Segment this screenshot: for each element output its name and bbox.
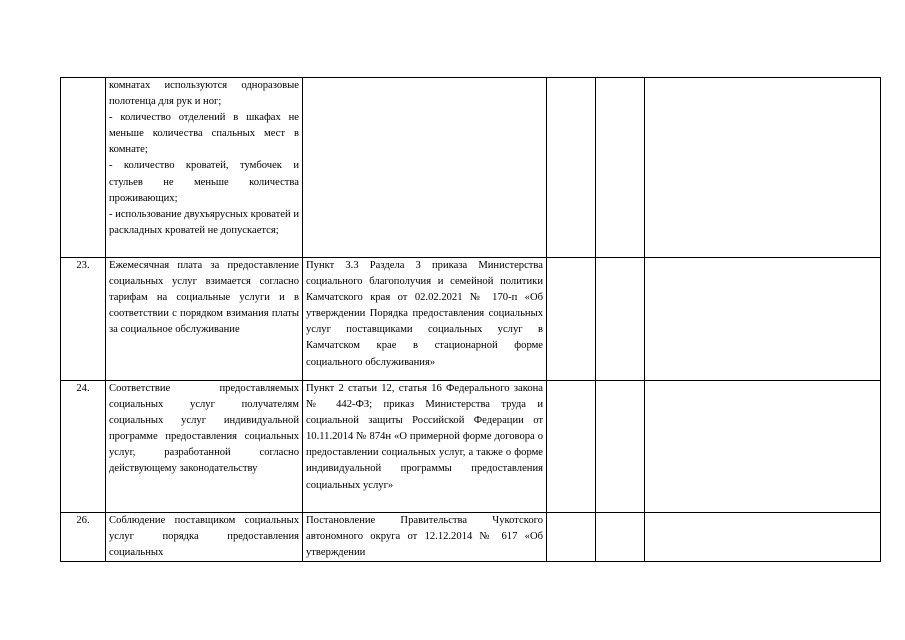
- answer-cell: [547, 78, 596, 258]
- inspection-checklist-table: [60, 77, 881, 562]
- table-row: [61, 381, 881, 513]
- row-number-cell: 23.: [61, 258, 106, 381]
- legal-basis-cell: Пункт 2 статьи 12, статья 16 Федерального закона № 442-ФЗ; приказ Министерства труда и социальной защиты Российской Федерации от 10.11.2014 № 874н «О примерной форме договора о предоставлении социальных услуг, а также о форме индивидуальной программы предоставления социальных услуг»: [303, 381, 547, 513]
- requirement-line: - количество отделений в шкафах не меньше количества спальных мест в комнате;: [109, 112, 299, 156]
- answer-cell: [596, 513, 645, 562]
- answer-cell: [596, 381, 645, 513]
- note-cell: [645, 78, 881, 258]
- requirement-cell: [106, 78, 303, 258]
- row-number-cell: 26.: [61, 513, 106, 562]
- note-cell-split: [645, 381, 881, 513]
- row-number-cell: 24.: [61, 381, 106, 513]
- table-row: [61, 258, 881, 381]
- legal-basis-cell: [303, 78, 547, 258]
- note-cell-split: [645, 513, 881, 562]
- answer-cell: [596, 78, 645, 258]
- note-cell-split: [645, 258, 881, 381]
- answer-cell: [547, 258, 596, 381]
- legal-basis-cell: Пункт 3.3 Раздела 3 приказа Министерства социального благополучия и семейной политики Камчатского края от 02.02.2021 № 170-п «Об утверждении Порядка предоставления социальных услуг поставщиками социальных услуг в Камчатском крае в стационарной форме социального обслуживания»: [303, 258, 547, 381]
- answer-cell: [547, 381, 596, 513]
- table-row: [61, 513, 881, 562]
- legal-basis-cell: Постановление Правительства Чукотского автономного округа от 12.12.2014 № 617 «Об утверждении: [303, 513, 547, 562]
- table-row: [61, 78, 881, 258]
- answer-cell: [596, 258, 645, 381]
- requirement-line: - количество кроватей, тумбочек и стульев не меньше количества проживающих;: [109, 160, 299, 204]
- requirement-cell: Соответствие предоставляемых социальных услуг получателям социальных услуг индивидуальной программе предоставления социальных услуг, разработанной согласно действующему законодательству: [106, 381, 303, 513]
- requirement-line: комнатах используются одноразовые полотенца для рук и ног;: [109, 80, 299, 108]
- requirement-line: - использование двухъярусных кроватей и раскладных кроватей не допускается;: [109, 208, 299, 236]
- requirement-cell: Ежемесячная плата за предоставление социальных услуг взимается согласно тарифам на социальные услуги и в соответствии с порядком взимания платы за социальное обслуживание: [106, 258, 303, 381]
- row-number-cell: [61, 78, 106, 258]
- answer-cell: [547, 513, 596, 562]
- requirement-cell: Соблюдение поставщиком социальных услуг порядка предоставления социальных: [106, 513, 303, 562]
